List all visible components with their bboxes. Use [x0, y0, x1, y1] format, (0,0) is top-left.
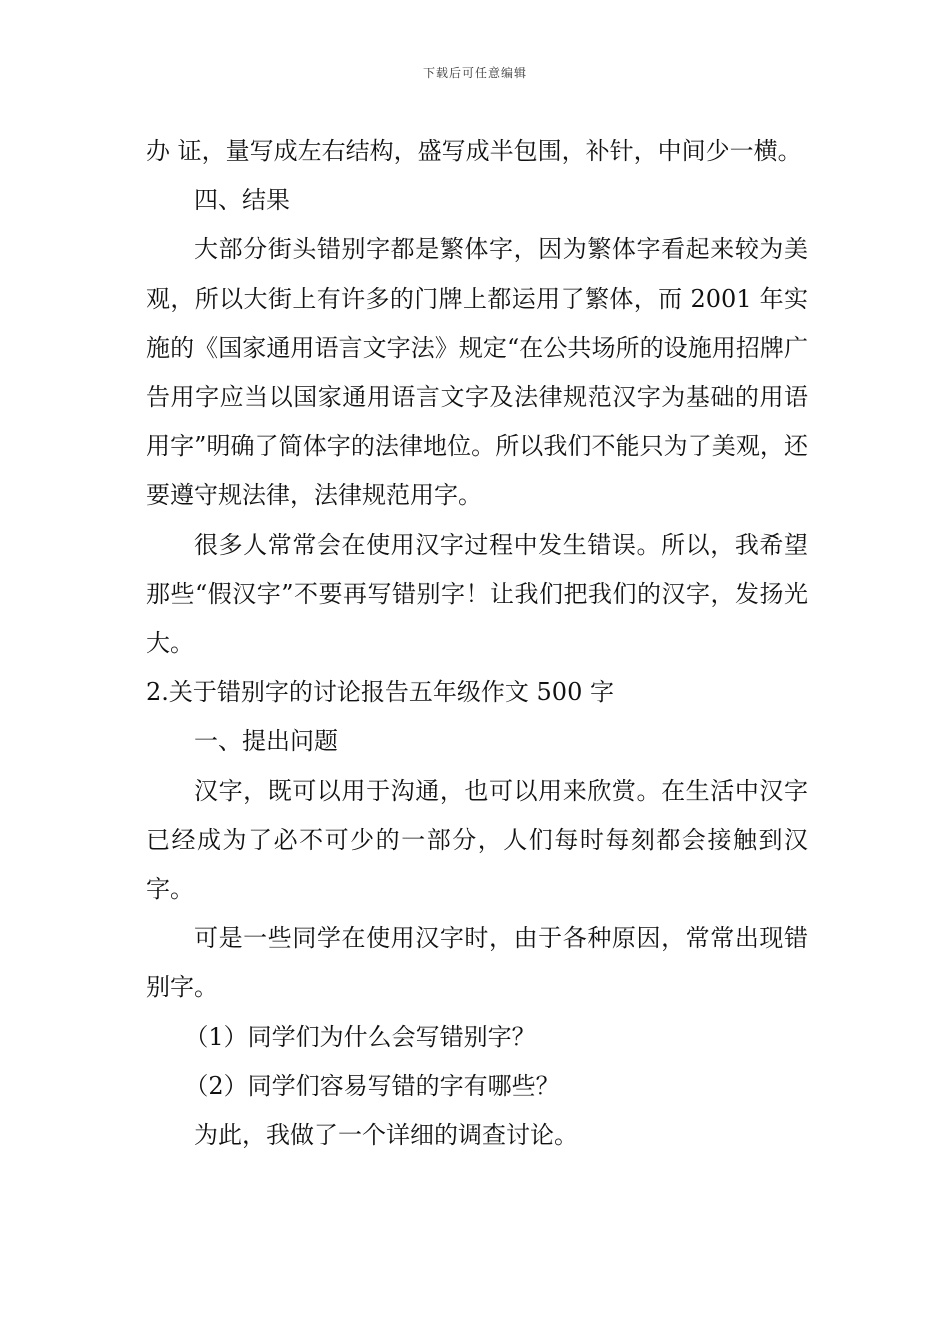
- page-header-note: 下载后可任意编辑: [422, 66, 527, 80]
- section-heading-question: 一、提出问题: [194, 727, 338, 756]
- paragraph-continuation: 办 证，量写成左右结构，盛写成半包围，补针，中间少一横。: [146, 137, 802, 165]
- paragraph-conclusion: 很多人常常会在使用汉字过程中发生错误。所以，我希望那些“假汉字”不要再写错别字！让我们把我们的汉字，发扬光大。: [146, 530, 808, 658]
- document-body: [146, 127, 808, 1160]
- article-title: 2.关于错别字的讨论报告五年级作文 500 字: [146, 678, 614, 707]
- section-heading-results: 四、结果: [194, 186, 290, 215]
- question-item-2: （2）同学们容易写错的字有哪些？: [184, 1071, 560, 1100]
- paragraph-survey: 为此，我做了一个详细的调查讨论。: [194, 1121, 578, 1150]
- paragraph-problem: 可是一些同学在使用汉字时，由于各种原因，常常出现错别字。: [146, 924, 808, 1002]
- paragraph-results: 大部分街头错别字都是繁体字，因为繁体字看起来较为美观，所以大街上有许多的门牌上都运用了繁体，而 2001 年实施的《国家通用语言文字法》规定“在公共场所的设施用招牌广告用字应当以国家通用语言文字及法律规范汉字为基础的用语用字”明确了简体字的法律地位。所以我们不能只为了美观，还要遵守规法律，法律规范用字。: [146, 235, 808, 510]
- question-item-1: （1）同学们为什么会写错别字？: [184, 1022, 536, 1051]
- paragraph-intro: 汉字，既可以用于沟通，也可以用来欣赏。在生活中汉字已经成为了必不可少的一部分，人们每时每刻都会接触到汉字。: [146, 776, 808, 904]
